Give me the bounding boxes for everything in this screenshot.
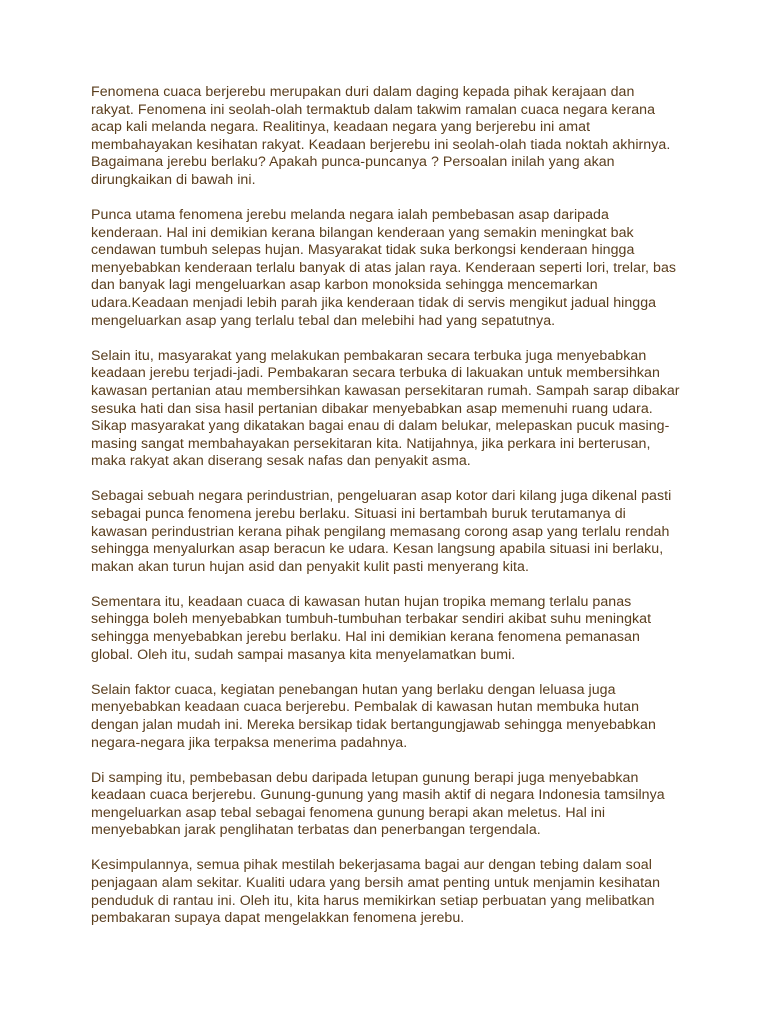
paragraph-open-burning: Selain itu, masyarakat yang melakukan pembakaran secara terbuka juga menyebabkan keadaan jerebu terjadi-jadi. Pembakaran secara terbuka di lakuakan untuk membersihkan kawasan pertanian atau membersihkan kawasan persekitaran rumah. Sampah sarap dibakar sesuka hati dan sisa hasil pertanian dibakar menyebabkan asap memenuhi ruang udara. Sikap masyarakat yang dikatakan bagai enau di dalam belukar, melepaskan pucuk masing- masing sangat membahayakan persekitaran kita. Natijahnya, jika perkara ini berterusan, maka rakyat akan diserang sesak nafas dan penyakit asma.	[91, 347, 680, 470]
document-page	[91, 84, 691, 945]
paragraph-conclusion: Kesimpulannya, semua pihak mestilah bekerjasama bagai aur dengan tebing dalam soal penjagaan alam sekitar. Kualiti udara yang bersih amat penting untuk menjamin kesihatan penduduk di rantau ini. Oleh itu, kita harus memikirkan setiap perbuatan yang melibatkan pembakaran supaya dapat mengelakkan fenomena jerebu.	[91, 857, 661, 927]
paragraph-intro: Fenomena cuaca berjerebu merupakan duri dalam daging kepada pihak kerajaan dan rakyat. Fenomena ini seolah-olah termaktub dalam takwim ramalan cuaca negara kerana acap kali melanda negara. Realitinya, keadaan negara yang berjerebu ini amat membahayakan kesihatan rakyat. Keadaan berjerebu ini seolah-olah tiada noktah akhirnya. Bagaimana jerebu berlaku? Apakah punca-puncanya ? Persoalan inilah yang akan dirungkaikan di bawah ini.	[91, 84, 671, 188]
paragraph-volcano: Di samping itu, pembebasan debu daripada letupan gunung berapi juga menyebabkan keadaan cuaca berjerebu. Gunung-gunung yang masih aktif di negara Indonesia tamsilnya mengeluarkan asap tebal sebagai fenomena gunung berapi akan meletus. Hal ini menyebabkan jarak penglihatan terbatas dan penerbangan tergendala.	[91, 769, 665, 839]
paragraph-vehicles: Punca utama fenomena jerebu melanda negara ialah pembebasan asap daripada kenderaan. Hal ini demikian kerana bilangan kenderaan yang semakin meningkat bak cendawan tumbuh selepas hujan. Masyarakat tidak suka berkongsi kenderaan hingga menyebabkan kenderaan terlalu banyak di atas jalan raya. Kenderaan seperti lori, trelar, bas dan banyak lagi mengeluarkan asap karbon monoksida sehingga mencemarkan udara.Keadaan menjadi lebih parah jika kenderaan tidak di servis mengikut jadual hingga mengeluarkan asap yang terlalu tebal dan melebihi had yang sepatutnya.	[91, 207, 677, 329]
paragraph-logging: Selain faktor cuaca, kegiatan penebangan hutan yang berlaku dengan leluasa juga menyebabkan keadaan cuaca berjerebu. Pembalak di kawasan hutan membuka hutan dengan jalan mudah ini. Mereka bersikap tidak bertangungjawab sehingga menyebabkan negara-negara jika terpaksa menerima padahnya.	[91, 681, 656, 751]
paragraph-industry: Sebagai sebuah negara perindustrian, pengeluaran asap kotor dari kilang juga dikenal pasti sebagai punca fenomena jerebu berlaku. Situasi ini bertambah buruk terutamanya di kawasan perindustrian kerana pihak pengilang memasang corong asap yang terlalu rendah sehingga menyalurkan asap beracun ke udara. Kesan langsung apabila situasi ini berlaku, makan akan turun hujan asid dan penyakit kulit pasti menyerang kita.	[91, 488, 672, 575]
paragraph-weather: Sementara itu, keadaan cuaca di kawasan hutan hujan tropika memang terlalu panas sehingga boleh menyebabkan tumbuh-tumbuhan terbakar sendiri akibat suhu meningkat sehingga menyebabkan jerebu berlaku. Hal ini demikian kerana fenomena pemanasan global. Oleh itu, sudah sampai masanya kita menyelamatkan bumi.	[91, 593, 652, 663]
